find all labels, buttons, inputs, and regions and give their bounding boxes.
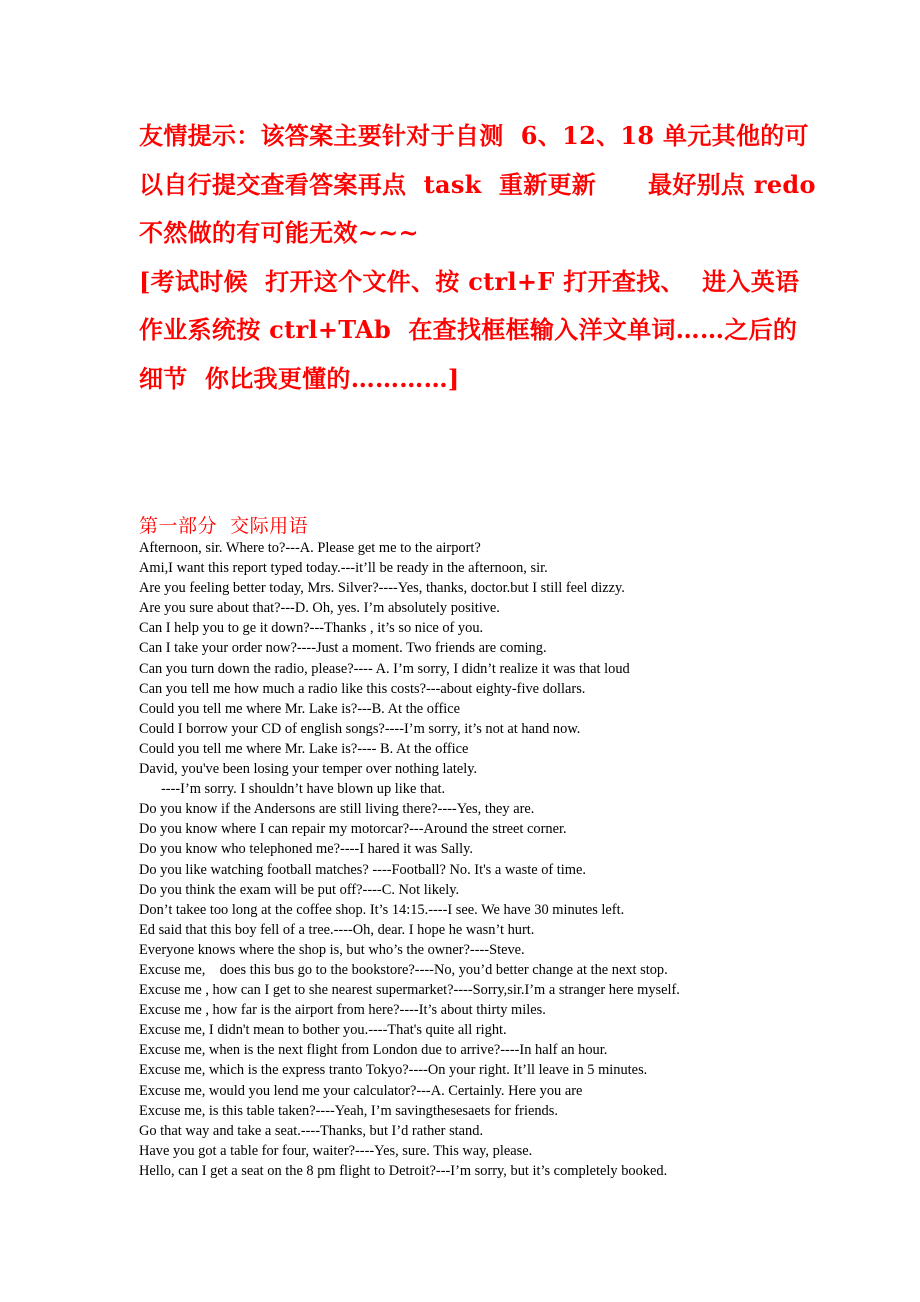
notice-line: 不然做的有可能无效~~~ [139, 218, 419, 247]
dialogue-answer-list [139, 538, 839, 1181]
list-item: Do you know where I can repair my motorcar?---Around the street corner. [139, 821, 567, 838]
list-item: Do you know if the Andersons are still living there?----Yes, they are. [139, 801, 535, 818]
list-item: Don’t takee too long at the coffee shop. It’s 14:15.----I see. We have 30 minutes left. [139, 901, 625, 918]
list-item: Could I borrow your CD of english songs?----I’m sorry, it’s not at hand now. [139, 720, 581, 737]
list-item: ----I’m sorry. I shouldn’t have blown up like that. [161, 781, 446, 798]
list-item: Do you think the exam will be put off?----C. Not likely. [139, 881, 460, 898]
list-item: Can I help you to ge it down?---Thanks , it’s so nice of you. [139, 620, 484, 637]
list-item: Could you tell me where Mr. Lake is?---- B. At the office [139, 740, 469, 757]
list-item: Can you tell me how much a radio like this costs?---about eighty-five dollars. [139, 680, 586, 697]
list-item: Have you got a table for four, waiter?----Yes, sure. This way, please. [139, 1142, 533, 1159]
list-item: Ed said that this boy fell of a tree.----Oh, dear. I hope he wasn’t hurt. [139, 921, 535, 938]
list-item: Do you like watching football matches? ----Football? No. It's a waste of time. [139, 861, 586, 878]
list-item: Can I take your order now?----Just a moment. Two friends are coming. [139, 640, 547, 657]
list-item: Do you know who telephoned me?----I hared it was Sally. [139, 841, 473, 858]
list-item: Excuse me, does this bus go to the bookstore?----No, you’d better change at the next stop. [139, 961, 668, 978]
list-item: Excuse me, would you lend me your calculator?---A. Certainly. Here you are [139, 1082, 583, 1099]
list-item: Everyone knows where the shop is, but who’s the owner?----Steve. [139, 941, 525, 958]
list-item: Excuse me, is this table taken?----Yeah, I’m savingthesesaets for friends. [139, 1102, 558, 1119]
list-item: Go that way and take a seat.----Thanks, but I’d rather stand. [139, 1122, 484, 1139]
friendly-reminder-notice [139, 112, 816, 403]
list-item: Excuse me , how can I get to she nearest supermarket?----Sorry,sir.I’m a stranger here myself. [139, 982, 680, 999]
list-item: Are you feeling better today, Mrs. Silver?----Yes, thanks, doctor.but I still feel dizzy. [139, 580, 625, 597]
list-item: Ami,I want this report typed today.---it’ll be ready in the afternoon, sir. [139, 560, 548, 577]
notice-line: 以自行提交查看答案再点 task 重新更新 最好别点 redo [139, 169, 816, 199]
list-item: Could you tell me where Mr. Lake is?---B. At the office [139, 700, 461, 717]
list-item: Are you sure about that?---D. Oh, yes. I’m absolutely positive. [139, 600, 500, 617]
list-item: Excuse me, I didn't mean to bother you.----That's quite all right. [139, 1022, 507, 1039]
list-item: Excuse me , how far is the airport from here?----It’s about thirty miles. [139, 1002, 546, 1019]
list-item: Excuse me, which is the express tranto Tokyo?----On your right. It’ll leave in 5 minutes. [139, 1062, 648, 1079]
notice-line: 友情提示：该答案主要针对于自测 6、12、18 单元其他的可 [139, 121, 809, 150]
list-item: Excuse me, when is the next flight from London due to arrive?----In half an hour. [139, 1042, 608, 1059]
list-item: Afternoon, sir. Where to?---A. Please get me to the airport? [139, 540, 481, 556]
notice-line: [考试时候 打开这个文件、按 ctrl+F 打开查找、 进入英语 [139, 266, 800, 296]
list-item: Can you turn down the radio, please?---- A. I’m sorry, I didn’t realize it was that loud [139, 660, 630, 677]
notice-line: 作业系统按 ctrl+TAb 在查找框框输入洋文单词……之后的 [139, 315, 798, 344]
notice-line: 细节 你比我更懂的…………] [139, 363, 460, 393]
list-item: David, you've been losing your temper over nothing lately. [139, 761, 478, 778]
list-item: Hello, can I get a seat on the 8 pm flight to Detroit?---I’m sorry, but it’s completely booked. [139, 1162, 668, 1179]
section-heading: 第一部分 交际用语 [139, 515, 309, 537]
